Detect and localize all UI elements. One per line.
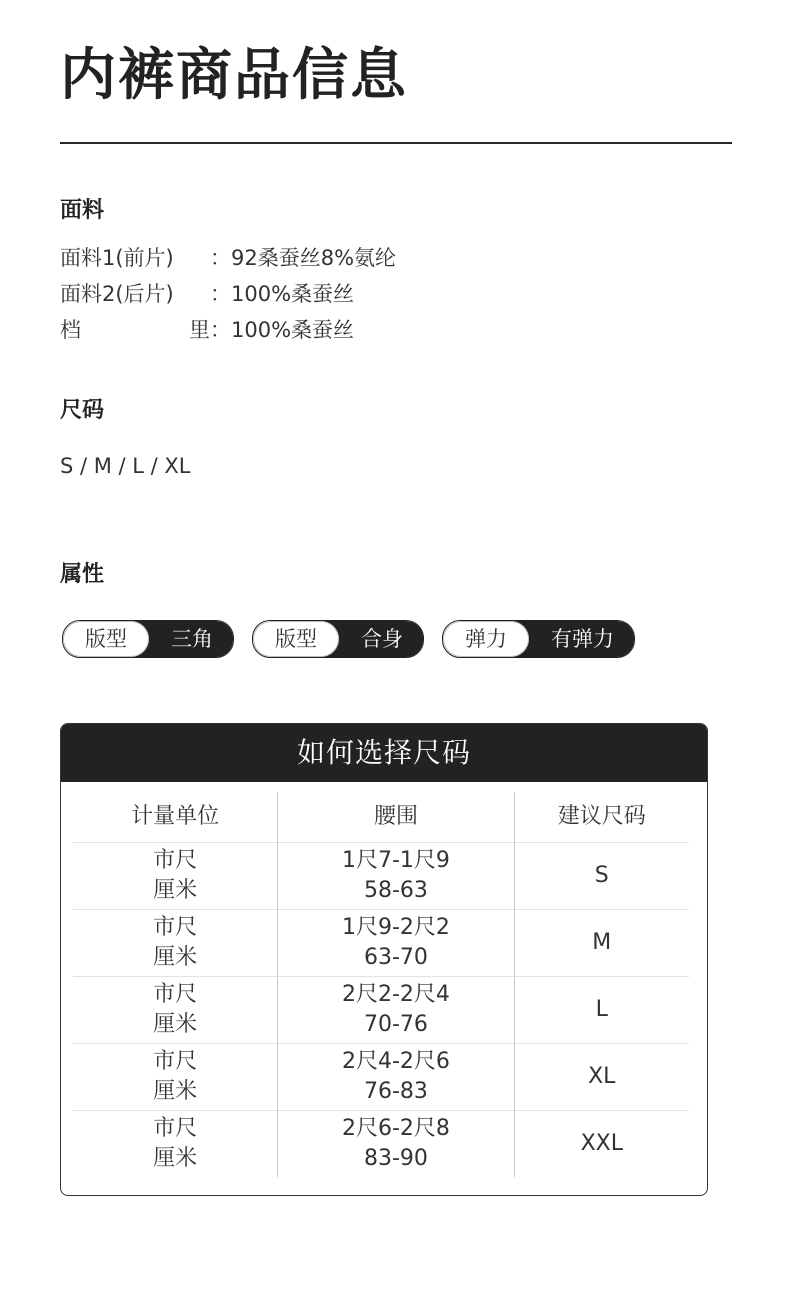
waist-cell: [278, 977, 514, 1043]
attribute-pills: [62, 620, 635, 658]
attribute-value: 合身: [321, 621, 423, 657]
size-heading: 尺码: [60, 398, 105, 423]
fabric-sep: ：: [210, 246, 231, 270]
waist-line: 1尺7-1尺9: [341, 848, 450, 873]
fabric-row-crotch: [60, 312, 396, 348]
waist-cell: [278, 910, 514, 976]
title-divider: [60, 142, 732, 144]
unit-line: 市尺: [153, 848, 198, 873]
fabric-label: 面料1(前片): [60, 246, 174, 270]
unit-line: 厘米: [153, 878, 198, 903]
unit-cell: [73, 1111, 278, 1177]
table-row: [73, 1111, 689, 1177]
unit-line: 厘米: [153, 1079, 198, 1104]
fabric-sep: ：: [210, 318, 231, 342]
waist-line: 76-83: [363, 1079, 428, 1104]
attribute-pill: [62, 620, 234, 658]
waist-line: 1尺9-2尺2: [341, 915, 450, 940]
waist-line: 63-70: [363, 945, 428, 970]
table-row: [73, 910, 689, 977]
waist-line: 70-76: [363, 1012, 428, 1037]
size-cell: L: [595, 997, 608, 1022]
fabric-value: 92桑蚕丝8%氨纶: [231, 246, 397, 270]
waist-cell: [278, 1044, 514, 1110]
waist-line: 2尺6-2尺8: [341, 1116, 450, 1141]
attribute-key: 弹力: [443, 621, 529, 657]
fabric-label: [60, 312, 210, 348]
table-header-row: [73, 792, 689, 843]
attribute-value: 有弹力: [511, 621, 634, 657]
fabric-value: 100%桑蚕丝: [231, 318, 355, 342]
waist-line: 83-90: [363, 1146, 428, 1171]
attribute-key: 版型: [63, 621, 149, 657]
size-guide-card: [60, 723, 708, 1196]
fabric-label-part-a: 档: [60, 318, 81, 342]
unit-cell: [73, 910, 278, 976]
unit-line: 厘米: [153, 1146, 198, 1171]
size-cell: XXL: [580, 1131, 623, 1156]
fabric-label-part-b: 里: [189, 318, 210, 342]
page-title: 内裤商品信息: [60, 43, 408, 108]
header-size: 建议尺码: [557, 804, 646, 829]
size-guide-title: 如何选择尺码: [61, 724, 707, 782]
unit-line: 市尺: [153, 982, 198, 1007]
waist-line: 2尺2-2尺4: [341, 982, 450, 1007]
size-guide-table: [73, 792, 689, 1177]
unit-line: 市尺: [153, 1116, 198, 1141]
size-list: S / M / L / XL: [60, 454, 191, 478]
size-cell: S: [594, 863, 609, 888]
unit-line: 市尺: [153, 915, 198, 940]
header-unit: 计量单位: [73, 792, 278, 842]
header-waist: 腰围: [278, 792, 514, 842]
fabric-sep: ：: [210, 282, 231, 306]
unit-cell: [73, 1044, 278, 1110]
table-row: [73, 843, 689, 910]
fabric-heading: 面料: [60, 198, 105, 223]
attribute-pill: [442, 620, 635, 658]
fabric-row-back: [60, 276, 396, 312]
waist-line: 58-63: [363, 878, 428, 903]
attribute-value: 三角: [131, 621, 233, 657]
unit-cell: [73, 843, 278, 909]
size-cell: XL: [588, 1064, 616, 1089]
table-row: [73, 977, 689, 1044]
fabric-list: [60, 240, 396, 348]
table-row: [73, 1044, 689, 1111]
attributes-heading: 属性: [60, 562, 105, 587]
fabric-value: 100%桑蚕丝: [231, 282, 355, 306]
unit-line: 厘米: [153, 945, 198, 970]
unit-line: 市尺: [153, 1049, 198, 1074]
waist-cell: [278, 1111, 514, 1177]
unit-line: 厘米: [153, 1012, 198, 1037]
unit-cell: [73, 977, 278, 1043]
attribute-pill: [252, 620, 424, 658]
waist-cell: [278, 843, 514, 909]
fabric-label: 面料2(后片): [60, 282, 174, 306]
attribute-key: 版型: [253, 621, 339, 657]
fabric-row-front: [60, 240, 396, 276]
size-cell: M: [592, 930, 612, 955]
waist-line: 2尺4-2尺6: [341, 1049, 450, 1074]
